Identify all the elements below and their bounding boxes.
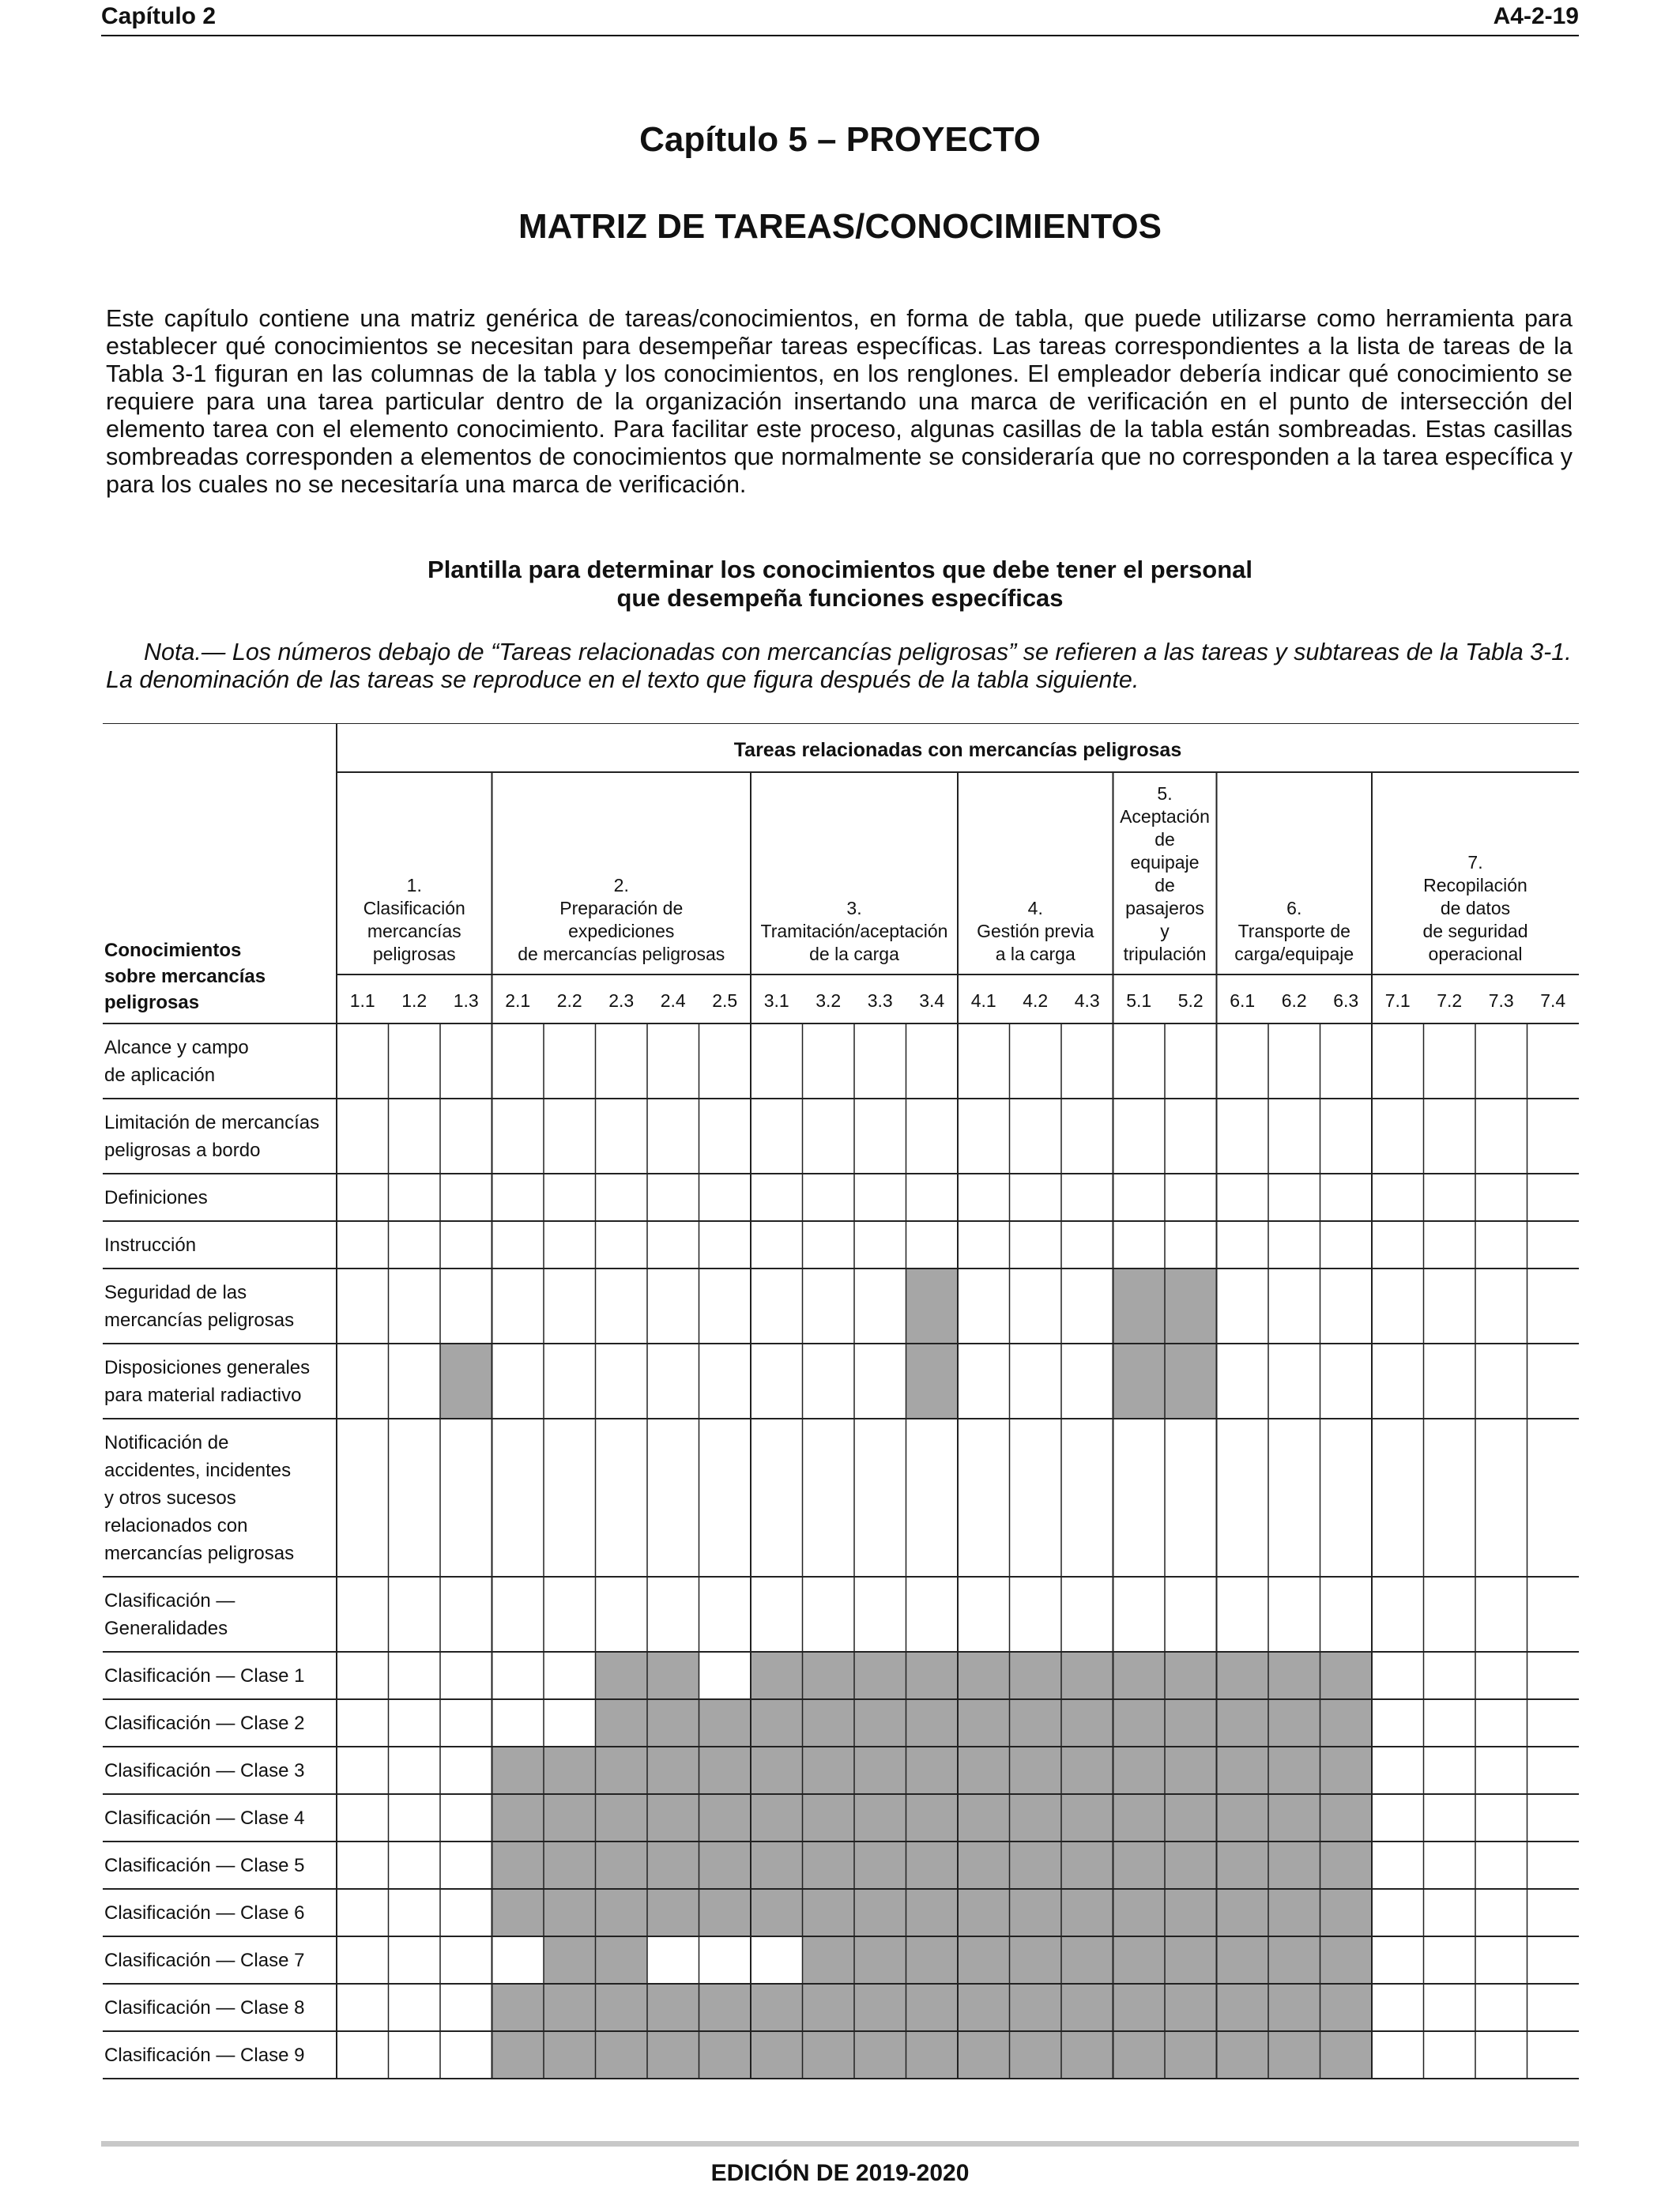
subtask-2.5: 2.5 (712, 990, 738, 1011)
row-6-label-line-1: Disposiciones generales (104, 1357, 311, 1378)
task-group-6-line-1: 6. (1286, 898, 1302, 918)
shaded-cell-15-5.1 (1113, 1936, 1166, 1984)
shaded-cell-14-2.3 (596, 1889, 648, 1936)
shaded-cell-17-4.2 (1010, 2031, 1062, 2079)
subtask-2.3: 2.3 (608, 990, 635, 1011)
shaded-cell-16-3.3 (854, 1984, 906, 2031)
row-header-line-2: sobre mercancías (104, 966, 266, 987)
shaded-cell-11-5.1 (1113, 1747, 1166, 1794)
shaded-cell-14-3.2 (803, 1889, 855, 1936)
row-2-label-line-2: peligrosas a bordo (104, 1140, 261, 1161)
shaded-cell-11-3.3 (854, 1747, 906, 1794)
shaded-cell-15-4.1 (958, 1936, 1010, 1984)
shaded-cell-12-5.2 (1165, 1794, 1217, 1842)
shaded-cell-15-3.4 (906, 1936, 959, 1984)
shaded-cell-5-3.4 (906, 1269, 959, 1344)
shaded-cell-9-5.1 (1113, 1652, 1166, 1699)
shaded-cell-14-2.2 (544, 1889, 596, 1936)
shaded-cell-17-3.2 (803, 2031, 855, 2079)
shaded-cell-9-3.3 (854, 1652, 906, 1699)
task-group-5-line-8: tripulación (1123, 944, 1207, 964)
subtask-1.1: 1.1 (349, 990, 375, 1011)
shaded-cell-13-2.4 (647, 1842, 699, 1889)
shaded-cell-17-3.3 (854, 2031, 906, 2079)
row-14-label-line-1: Clasificación — Clase 6 (104, 1902, 305, 1924)
shaded-cell-10-6.1 (1217, 1699, 1269, 1747)
shaded-cell-15-5.2 (1165, 1936, 1217, 1984)
subtask-3.2: 3.2 (816, 990, 842, 1011)
row-1-label-line-2: de aplicación (104, 1065, 216, 1086)
shaded-cell-12-6.3 (1320, 1794, 1373, 1842)
shaded-cell-14-4.2 (1010, 1889, 1062, 1936)
shaded-cell-17-2.5 (699, 2031, 751, 2079)
shaded-cell-12-3.4 (906, 1794, 959, 1842)
row-header-line-1: Conocimientos (104, 940, 242, 961)
shaded-cell-11-4.1 (958, 1747, 1010, 1794)
spanning-header: Tareas relacionadas con mercancías peligrosas (733, 739, 1182, 761)
task-group-2-line-2: Preparación de (559, 898, 684, 918)
task-group-2-line-4: de mercancías peligrosas (518, 944, 725, 964)
shaded-cell-13-5.2 (1165, 1842, 1217, 1889)
shaded-cell-11-5.2 (1165, 1747, 1217, 1794)
shaded-cell-11-6.1 (1217, 1747, 1269, 1794)
shaded-cell-12-2.4 (647, 1794, 699, 1842)
row-4-label-line-1: Instrucción (104, 1235, 197, 1256)
shaded-cell-13-6.3 (1320, 1842, 1373, 1889)
row-1-label-line-1: Alcance y campo (104, 1037, 249, 1058)
subtask-4.2: 4.2 (1023, 990, 1049, 1011)
shaded-cell-12-2.3 (596, 1794, 648, 1842)
task-knowledge-matrix (103, 723, 1579, 2083)
shaded-cell-12-3.2 (803, 1794, 855, 1842)
shaded-cell-16-6.3 (1320, 1984, 1373, 2031)
shaded-cell-15-4.3 (1061, 1936, 1113, 1984)
shaded-cell-13-4.2 (1010, 1842, 1062, 1889)
shaded-cell-10-3.2 (803, 1699, 855, 1747)
shaded-cell-13-5.1 (1113, 1842, 1166, 1889)
row-3-label-line-1: Definiciones (104, 1187, 208, 1208)
subtask-2.4: 2.4 (660, 990, 686, 1011)
row-11-label-line-1: Clasificación — Clase 3 (104, 1760, 305, 1781)
shaded-cell-10-4.1 (958, 1699, 1010, 1747)
row-8-label-line-2: Generalidades (104, 1618, 228, 1639)
task-group-5-line-2: Aceptación (1120, 806, 1210, 827)
task-group-6-line-2: Transporte de (1237, 921, 1350, 941)
subtask-7.3: 7.3 (1488, 990, 1514, 1011)
task-group-7-line-3: de datos (1440, 898, 1511, 918)
shaded-cell-14-3.3 (854, 1889, 906, 1936)
subtask-7.4: 7.4 (1540, 990, 1566, 1011)
task-group-7-line-5: operacional (1428, 944, 1523, 964)
shaded-cell-17-2.1 (492, 2031, 544, 2079)
shaded-cell-6-1.3 (440, 1344, 492, 1419)
shaded-cell-15-2.2 (544, 1936, 596, 1984)
row-7-label-line-2: accidentes, incidentes (104, 1460, 292, 1481)
shaded-cell-10-3.1 (751, 1699, 803, 1747)
shaded-cell-10-3.4 (906, 1699, 959, 1747)
shaded-cell-14-4.1 (958, 1889, 1010, 1936)
row-12-label-line-1: Clasificación — Clase 4 (104, 1808, 305, 1829)
shaded-cell-12-2.2 (544, 1794, 596, 1842)
row-header-line-3: peligrosas (104, 992, 200, 1013)
subtask-5.1: 5.1 (1126, 990, 1152, 1011)
shaded-cell-14-3.1 (751, 1889, 803, 1936)
shaded-cell-16-5.2 (1165, 1984, 1217, 2031)
task-group-7-line-2: Recopilación (1423, 875, 1527, 895)
subtask-3.3: 3.3 (867, 990, 893, 1011)
shaded-cell-9-5.2 (1165, 1652, 1217, 1699)
shaded-cell-17-2.4 (647, 2031, 699, 2079)
shaded-cell-5-5.1 (1113, 1269, 1166, 1344)
shaded-cell-9-4.2 (1010, 1652, 1062, 1699)
shaded-cell-16-2.2 (544, 1984, 596, 2031)
shaded-cell-11-2.4 (647, 1747, 699, 1794)
task-group-4-line-3: a la carga (995, 944, 1075, 964)
shaded-cell-14-2.1 (492, 1889, 544, 1936)
shaded-cell-13-2.5 (699, 1842, 751, 1889)
subtask-3.1: 3.1 (763, 990, 789, 1011)
shaded-cell-12-6.2 (1268, 1794, 1320, 1842)
shaded-cell-16-2.4 (647, 1984, 699, 2031)
shaded-cell-9-3.4 (906, 1652, 959, 1699)
shaded-cell-12-5.1 (1113, 1794, 1166, 1842)
shaded-cell-11-4.3 (1061, 1747, 1113, 1794)
row-7-label-line-1: Notificación de (104, 1432, 229, 1453)
task-group-5-line-5: de (1155, 875, 1175, 895)
task-group-7-line-4: de seguridad (1422, 921, 1528, 941)
shaded-cell-11-6.3 (1320, 1747, 1373, 1794)
shaded-cell-10-4.3 (1061, 1699, 1113, 1747)
task-group-4-line-1: 4. (1027, 898, 1043, 918)
row-17-label-line-1: Clasificación — Clase 9 (104, 2045, 305, 2066)
template-title (0, 556, 1680, 613)
shaded-cell-16-4.2 (1010, 1984, 1062, 2031)
shaded-cell-12-3.3 (854, 1794, 906, 1842)
shaded-cell-17-5.2 (1165, 2031, 1217, 2079)
shaded-cell-10-6.3 (1320, 1699, 1373, 1747)
shaded-cell-12-2.1 (492, 1794, 544, 1842)
row-5-label-line-1: Seguridad de las (104, 1282, 247, 1303)
shaded-cell-16-6.1 (1217, 1984, 1269, 2031)
shaded-cell-11-2.1 (492, 1747, 544, 1794)
shaded-cell-17-2.2 (544, 2031, 596, 2079)
shaded-cell-15-6.1 (1217, 1936, 1269, 1984)
shaded-cell-11-2.2 (544, 1747, 596, 1794)
task-group-3-line-3: de la carga (809, 944, 899, 964)
shaded-cell-6-5.1 (1113, 1344, 1166, 1419)
subtask-3.4: 3.4 (919, 990, 945, 1011)
task-group-6-line-3: carga/equipaje (1234, 944, 1354, 964)
shaded-cell-10-2.5 (699, 1699, 751, 1747)
subtask-5.2: 5.2 (1177, 990, 1203, 1011)
row-13-label-line-1: Clasificación — Clase 5 (104, 1855, 305, 1876)
shaded-cell-11-2.5 (699, 1747, 751, 1794)
shaded-cell-10-5.2 (1165, 1699, 1217, 1747)
shaded-cell-17-5.1 (1113, 2031, 1166, 2079)
running-head (101, 0, 1579, 36)
footer-rule (101, 2141, 1579, 2147)
shaded-cell-12-3.1 (751, 1794, 803, 1842)
subtask-6.2: 6.2 (1281, 990, 1307, 1011)
shaded-cell-16-5.1 (1113, 1984, 1166, 2031)
task-group-5-line-3: de (1155, 829, 1175, 850)
subtask-2.1: 2.1 (505, 990, 531, 1011)
shaded-cell-12-6.1 (1217, 1794, 1269, 1842)
task-group-2-line-1: 2. (613, 875, 629, 895)
subtask-6.3: 6.3 (1333, 990, 1359, 1011)
shaded-cell-13-6.1 (1217, 1842, 1269, 1889)
shaded-cell-16-3.1 (751, 1984, 803, 2031)
shaded-cell-17-2.3 (596, 2031, 648, 2079)
shaded-cell-16-2.1 (492, 1984, 544, 2031)
subtask-2.2: 2.2 (556, 990, 582, 1011)
shaded-cell-13-3.1 (751, 1842, 803, 1889)
shaded-cell-16-6.2 (1268, 1984, 1320, 2031)
shaded-cell-6-3.4 (906, 1344, 959, 1419)
task-group-3-line-2: Tramitación/aceptación (760, 921, 948, 941)
shaded-cell-17-6.3 (1320, 2031, 1373, 2079)
shaded-cell-14-2.4 (647, 1889, 699, 1936)
row-16-label-line-1: Clasificación — Clase 8 (104, 1997, 305, 2019)
task-group-3-line-1: 3. (846, 898, 862, 918)
shaded-cell-14-6.1 (1217, 1889, 1269, 1936)
shaded-cell-12-2.5 (699, 1794, 751, 1842)
shaded-cell-11-3.1 (751, 1747, 803, 1794)
row-8-label-line-1: Clasificación — (104, 1590, 235, 1612)
subtask-4.3: 4.3 (1074, 990, 1100, 1011)
shaded-cell-14-6.3 (1320, 1889, 1373, 1936)
shaded-cell-15-6.3 (1320, 1936, 1373, 1984)
shaded-cell-16-4.3 (1061, 1984, 1113, 2031)
subtask-7.2: 7.2 (1437, 990, 1463, 1011)
shaded-cell-10-6.2 (1268, 1699, 1320, 1747)
shaded-cell-13-3.2 (803, 1842, 855, 1889)
shaded-cell-10-2.4 (647, 1699, 699, 1747)
shaded-cell-9-6.3 (1320, 1652, 1373, 1699)
row-7-label-line-4: relacionados con (104, 1515, 248, 1536)
subtask-1.3: 1.3 (453, 990, 479, 1011)
shaded-cell-9-2.3 (596, 1652, 648, 1699)
matrix-title: MATRIZ DE TAREAS/CONOCIMIENTOS (518, 207, 1162, 246)
shaded-cell-9-3.2 (803, 1652, 855, 1699)
shaded-cell-14-6.2 (1268, 1889, 1320, 1936)
subtask-1.2: 1.2 (401, 990, 428, 1011)
shaded-cell-17-6.2 (1268, 2031, 1320, 2079)
shaded-cell-11-3.4 (906, 1747, 959, 1794)
shaded-cell-10-2.3 (596, 1699, 648, 1747)
subtask-4.1: 4.1 (970, 990, 996, 1011)
intro-paragraph: Este capítulo contiene una matriz genérica de tareas/conocimientos, en forma de tabla, que puede utilizarse como herramienta para establecer qué conocimientos se necesitan para desempeñar tareas específicas. Las tareas correspondientes a la lista de tareas de la Tabla 3-1 figuran en las columnas de la tabla y los conocimientos, en los renglones. El empleador debería indicar qué conocimiento se requiere para una tarea particular dentro de la organización insertando una marca de verificación en el punto de intersección del elemento tarea con el elemento conocimiento. Para facilitar este proceso, algunas casillas de la tabla están sombreadas. Estas casillas sombreadas corresponden a elementos de conocimientos que normalmente se consideraría que no corresponden a la tarea específica y para los cuales no se necesitaría una marca de verificación. (106, 305, 1573, 498)
subtask-7.1: 7.1 (1384, 990, 1411, 1011)
shaded-cell-17-4.3 (1061, 2031, 1113, 2079)
shaded-cell-17-4.1 (958, 2031, 1010, 2079)
shaded-cell-10-4.2 (1010, 1699, 1062, 1747)
shaded-cell-13-4.1 (958, 1842, 1010, 1889)
shaded-cell-16-3.4 (906, 1984, 959, 2031)
row-10-label-line-1: Clasificación — Clase 2 (104, 1713, 305, 1734)
chapter-title: Capítulo 5 – PROYECTO (639, 120, 1041, 159)
shaded-cell-12-4.1 (958, 1794, 1010, 1842)
row-2-label-line-1: Limitación de mercancías (104, 1112, 320, 1133)
shaded-cell-17-6.1 (1217, 2031, 1269, 2079)
shaded-cell-9-2.4 (647, 1652, 699, 1699)
task-group-7-line-1: 7. (1467, 852, 1483, 873)
shaded-cell-13-3.4 (906, 1842, 959, 1889)
task-group-5-line-4: equipaje (1130, 852, 1200, 873)
row-15-label-line-1: Clasificación — Clase 7 (104, 1950, 305, 1971)
row-9-label-line-1: Clasificación — Clase 1 (104, 1665, 305, 1687)
shaded-cell-13-4.3 (1061, 1842, 1113, 1889)
row-6-label-line-2: para material radiactivo (104, 1385, 302, 1406)
task-group-1-line-3: mercancías (367, 921, 461, 941)
shaded-cell-14-5.2 (1165, 1889, 1217, 1936)
shaded-cell-13-6.2 (1268, 1842, 1320, 1889)
shaded-cell-11-6.2 (1268, 1747, 1320, 1794)
shaded-cell-9-6.2 (1268, 1652, 1320, 1699)
shaded-cell-16-3.2 (803, 1984, 855, 2031)
task-group-1-line-2: Clasificación (363, 898, 465, 918)
running-head-page-number: A4-2-19 (1493, 3, 1579, 29)
template-title-line-1: Plantilla para determinar los conocimientos que debe tener el personal (428, 556, 1252, 583)
template-title-line-2: que desempeña funciones específicas (616, 584, 1064, 612)
shaded-cell-15-3.2 (803, 1936, 855, 1984)
shaded-cell-15-3.3 (854, 1936, 906, 1984)
task-group-1-line-1: 1. (406, 875, 422, 895)
shaded-cell-14-2.5 (699, 1889, 751, 1936)
shaded-cell-16-2.5 (699, 1984, 751, 2031)
shaded-cell-15-4.2 (1010, 1936, 1062, 1984)
task-group-5-line-6: pasajeros (1125, 898, 1204, 918)
shaded-cell-10-5.1 (1113, 1699, 1166, 1747)
row-5-label-line-2: mercancías peligrosas (104, 1310, 295, 1331)
shaded-cell-13-3.3 (854, 1842, 906, 1889)
subtask-6.1: 6.1 (1230, 990, 1256, 1011)
shaded-cell-11-4.2 (1010, 1747, 1062, 1794)
shaded-cell-10-3.3 (854, 1699, 906, 1747)
shaded-cell-9-4.3 (1061, 1652, 1113, 1699)
edition-footer: EDICIÓN DE 2019-2020 (710, 2160, 970, 2186)
shaded-cell-12-4.3 (1061, 1794, 1113, 1842)
shaded-cell-16-4.1 (958, 1984, 1010, 2031)
shaded-cell-14-3.4 (906, 1889, 959, 1936)
shaded-cell-14-4.3 (1061, 1889, 1113, 1936)
shaded-cell-13-2.1 (492, 1842, 544, 1889)
task-group-5-line-7: y (1160, 921, 1170, 941)
note-paragraph: Nota.— Los números debajo de “Tareas relacionadas con mercancías peligrosas” se refieren a las tareas y subtareas de la Tabla 3-1. La denominación de las tareas se reproduce en el texto que figura después de la tabla siguiente. (106, 639, 1572, 693)
row-7-label-line-3: y otros sucesos (104, 1487, 236, 1509)
shaded-cell-13-2.3 (596, 1842, 648, 1889)
shaded-cell-17-3.1 (751, 2031, 803, 2079)
shaded-cell-15-6.2 (1268, 1936, 1320, 1984)
shaded-cell-6-5.2 (1165, 1344, 1217, 1419)
shaded-cell-11-2.3 (596, 1747, 648, 1794)
shaded-cell-14-5.1 (1113, 1889, 1166, 1936)
shaded-cell-11-3.2 (803, 1747, 855, 1794)
running-head-chapter: Capítulo 2 (101, 3, 217, 29)
shaded-cell-5-5.2 (1165, 1269, 1217, 1344)
shaded-cell-9-3.1 (751, 1652, 803, 1699)
task-group-2-line-3: expediciones (568, 921, 675, 941)
shaded-cell-17-3.4 (906, 2031, 959, 2079)
shaded-cell-9-4.1 (958, 1652, 1010, 1699)
shaded-cell-13-2.2 (544, 1842, 596, 1889)
shaded-cell-15-2.3 (596, 1936, 648, 1984)
row-7-label-line-5: mercancías peligrosas (104, 1543, 295, 1564)
shaded-cell-16-2.3 (596, 1984, 648, 2031)
task-group-1-line-4: peligrosas (372, 944, 456, 964)
task-group-4-line-2: Gestión previa (977, 921, 1094, 941)
shaded-cell-12-4.2 (1010, 1794, 1062, 1842)
task-group-5-line-1: 5. (1157, 783, 1173, 804)
shaded-cell-9-6.1 (1217, 1652, 1269, 1699)
